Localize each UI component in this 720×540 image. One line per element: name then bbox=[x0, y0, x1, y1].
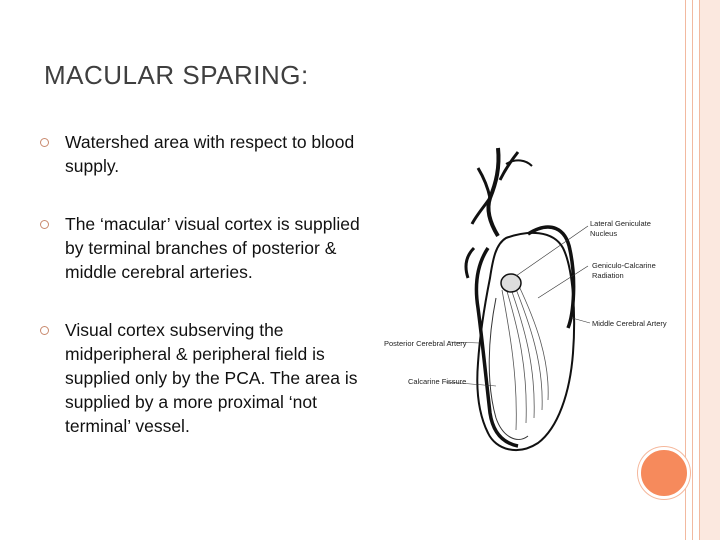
decorative-line bbox=[692, 0, 693, 540]
radiation-fiber bbox=[502, 290, 516, 430]
cortex-inner-fold bbox=[489, 298, 528, 439]
slide-title: MACULAR SPARING: bbox=[44, 60, 309, 90]
vessel-branch bbox=[500, 152, 518, 180]
bullet-list bbox=[40, 130, 360, 438]
label-radiation: Geniculo-Calcarine bbox=[592, 261, 656, 270]
label-lgn-2: Nucleus bbox=[590, 229, 618, 238]
bullet-icon bbox=[40, 138, 49, 147]
vessel-branch bbox=[478, 168, 490, 198]
lgn-shape bbox=[501, 274, 521, 292]
bullet-item bbox=[40, 130, 360, 178]
decorative-line bbox=[699, 0, 700, 540]
label-calcarine: Calcarine Fissure bbox=[408, 377, 467, 386]
bullet-item bbox=[40, 212, 360, 284]
bullet-item bbox=[40, 318, 360, 438]
bullet-text: The ‘macular’ visual cortex is supplied by terminal branches of posterior & middle cerebral arteries. bbox=[65, 214, 360, 282]
pca-vessel bbox=[466, 248, 474, 278]
cerebral-artery-diagram bbox=[378, 138, 678, 458]
bullet-text: Watershed area with respect to blood supply. bbox=[65, 132, 355, 176]
bullet-icon bbox=[40, 220, 49, 229]
leader-line bbox=[538, 266, 588, 298]
bullet-icon bbox=[40, 326, 49, 335]
bullet-text: Visual cortex subserving the midperipheral & peripheral field is supplied only by the PCA. The area is supplied by a more proximal ‘not terminal’ vessel. bbox=[65, 320, 358, 436]
mca-vessel bbox=[528, 227, 574, 328]
label-pca: Posterior Cerebral Artery bbox=[384, 339, 467, 348]
decorative-band bbox=[699, 0, 720, 540]
label-radiation-2: Radiation bbox=[592, 271, 624, 280]
label-lgn: Lateral Geniculate bbox=[590, 219, 651, 228]
label-mca: Middle Cerebral Artery bbox=[592, 319, 667, 328]
